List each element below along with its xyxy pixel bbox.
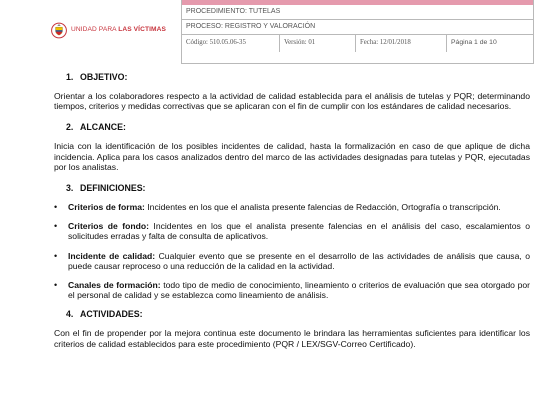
objetivo-paragraph: Orientar a los colaboradores respecto a la actividad de calidad establecida para el análisis de tutelas y PQR; determinando tiempos, criterios y medidas correctivas que se aplicaran con el fin de cumplir con los estándares de calidad necesarios.	[54, 91, 530, 112]
procedimiento-label: PROCEDIMIENTO: TUTELAS	[182, 5, 533, 20]
bullet-icon: •	[54, 250, 58, 261]
alcance-paragraph: Inicia con la identificación de los posibles incidentes de calidad, hasta la formalización en caso de que aplique de dicha incidencia. Aplica para los casos analizados dentro del marco de las actividades designadas para tutelas y PQR, ejecutadas por los analistas.	[54, 141, 530, 172]
colombia-shield-icon	[51, 22, 67, 39]
definition-text: Incidentes en los que el analista presente falencias de Redacción, Ortografía o transcripción.	[144, 202, 501, 213]
definition-text: Incidentes en los que el analista presente falencias en el análisis del caso, escalamientos o solicitudes erradas y falta de consulta de aplicativos.	[68, 221, 530, 242]
bullet-icon: •	[54, 221, 58, 232]
definition-term: Incidente de calidad:	[68, 250, 156, 261]
definition-text: Cualquier evento que se presente en el desarrollo de las actividades de análisis que causa, o puede causar reproceso o una reducción de la calidad en la actividad.	[68, 250, 530, 271]
section-number: 1.	[66, 72, 74, 82]
section-number: 2.	[66, 122, 74, 133]
definitions-list	[54, 202, 530, 300]
logo-text-bold: LAS VÍCTIMAS	[118, 26, 166, 33]
codigo-cell: Código: 510.05.06-35	[182, 35, 280, 52]
list-item	[54, 202, 530, 212]
section-heading-definiciones	[66, 183, 530, 193]
section-heading-objetivo	[66, 72, 530, 82]
section-title: ACTIVIDADES:	[80, 309, 143, 320]
page-number-cell: Página 1 de 10	[451, 39, 497, 46]
document-control-row	[182, 35, 533, 52]
section-heading-actividades	[66, 309, 530, 319]
fecha-cell: Fecha: 12/01/2018	[356, 35, 447, 52]
section-title: DEFINICIONES:	[80, 183, 146, 194]
list-item	[54, 221, 530, 241]
list-item	[54, 280, 530, 300]
definition-term: Canales de formación:	[68, 280, 161, 291]
bullet-icon: •	[54, 202, 58, 213]
logo-wordmark	[71, 26, 166, 33]
bullet-icon: •	[54, 280, 58, 291]
section-number: 3.	[66, 183, 74, 194]
actividades-paragraph: Con el fin de propender por la mejora continua este documento le brindara las herramientas suficientes para identificar los criterios de calidad establecidos para este procedimiento (PQR / LEX/SGV-Correo Certificado).	[54, 328, 530, 349]
document-header	[0, 0, 560, 64]
proceso-label: PROCESO: REGISTRO Y VALORACIÓN	[182, 20, 533, 35]
version-cell: Versión: 01	[280, 35, 356, 52]
section-number: 4.	[66, 309, 74, 320]
definition-term: Criterios de fondo:	[68, 221, 149, 232]
definition-text: todo tipo de medio de conocimiento, lineamiento o criterios de evaluación que sea otorgado por el personal de calidad y se establezca como lineamiento de análisis.	[68, 280, 530, 301]
list-item	[54, 251, 530, 271]
logo-text-light: UNIDAD PARA	[71, 26, 119, 33]
definition-term: Criterios de forma:	[68, 202, 145, 213]
section-heading-alcance	[66, 122, 530, 132]
section-title: OBJETIVO:	[80, 72, 128, 82]
document-body	[54, 72, 530, 360]
organization-logo	[0, 0, 181, 64]
header-metadata-table	[181, 0, 534, 64]
section-title: ALCANCE:	[80, 122, 126, 133]
